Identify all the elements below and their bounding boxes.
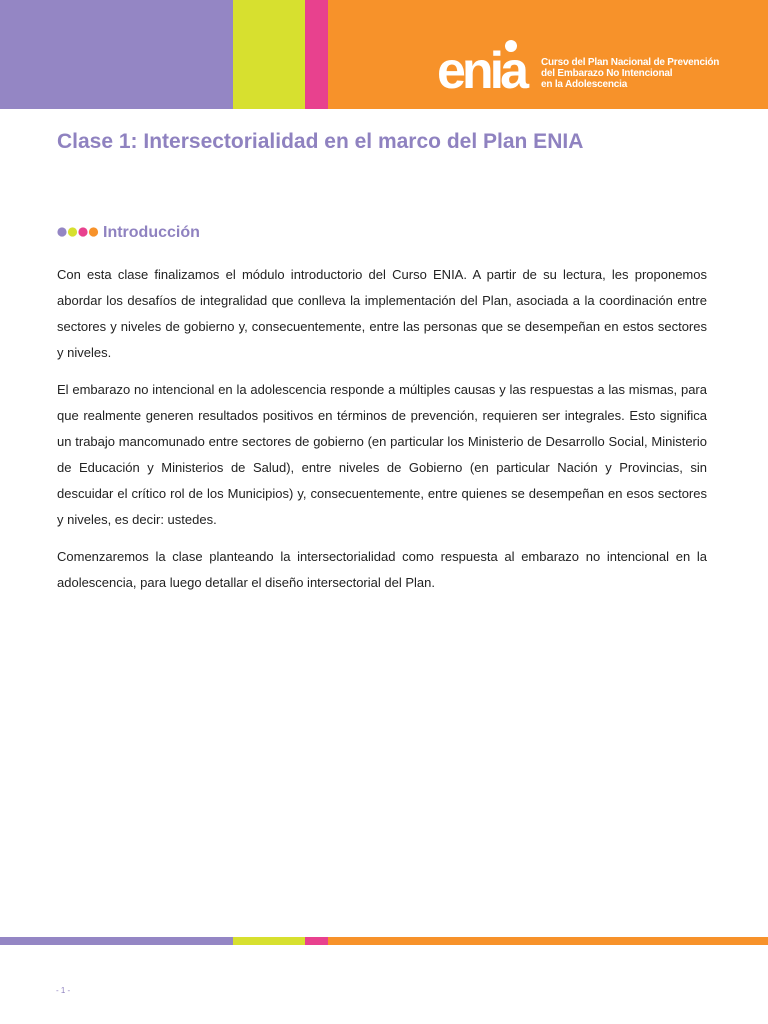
header-banner — [0, 0, 768, 109]
paragraph: Comenzaremos la clase planteando la intersectorialidad como respuesta al embarazo no intencional en la adolescencia, para luego detallar el diseño intersectorial del Plan. — [57, 549, 707, 590]
course-tagline — [541, 57, 763, 90]
tagline-line: Curso del Plan Nacional de Prevención — [541, 57, 720, 68]
logo-wordmark: enia — [437, 42, 526, 94]
footer-band-lime — [233, 937, 305, 945]
footer-band-purple — [0, 937, 233, 945]
tagline-line: del Embarazo No Intencional — [541, 68, 673, 79]
header-band-pink — [305, 0, 328, 109]
paragraph: Con esta clase finalizamos el módulo introductorio del Curso ENIA. A partir de su lectura, les proponemos abordar los desafíos de integralidad que conlleva la implementación del Plan, asociada a la coordinación entre sectores y niveles de gobierno y, consecuentemente, entre las personas que se desempeñan en estos sectores y niveles. — [57, 267, 707, 360]
paragraph: El embarazo no intencional en la adolescencia responde a múltiples causas y las respuestas a las mismas, para que realmente generen resultados positivos en términos de prevención, requieren ser integrales. Esto significa un trabajo mancomunado entre sectores de gobierno (en particular los Ministerio de Desarrollo Social, Ministerio de Educación y Ministerios de Salud), entre niveles de Gobierno (en particular Nación y Provincias, sin descuidar el crítico rol de los Municipios) y, consecuentemente, entre quienes se desempeñan en esos sectores y niveles, es decir: ustedes. — [57, 382, 707, 527]
page-number: - 1 - — [56, 986, 71, 995]
footer-band — [0, 937, 768, 945]
header-band-orange — [328, 0, 768, 109]
page-title: Clase 1: Intersectorialidad en el marco del Plan ENIA — [57, 130, 584, 153]
enia-logo — [437, 38, 541, 94]
footer-band-pink — [305, 937, 328, 945]
header-band-lime — [233, 0, 305, 109]
colored-dots-icon — [57, 226, 99, 238]
footer-band-orange — [328, 937, 768, 945]
tagline-line: en la Adolescencia — [541, 79, 628, 90]
section-title-introduccion: Introducción — [103, 224, 200, 241]
header-band-purple — [0, 0, 233, 109]
body-text — [57, 262, 707, 607]
